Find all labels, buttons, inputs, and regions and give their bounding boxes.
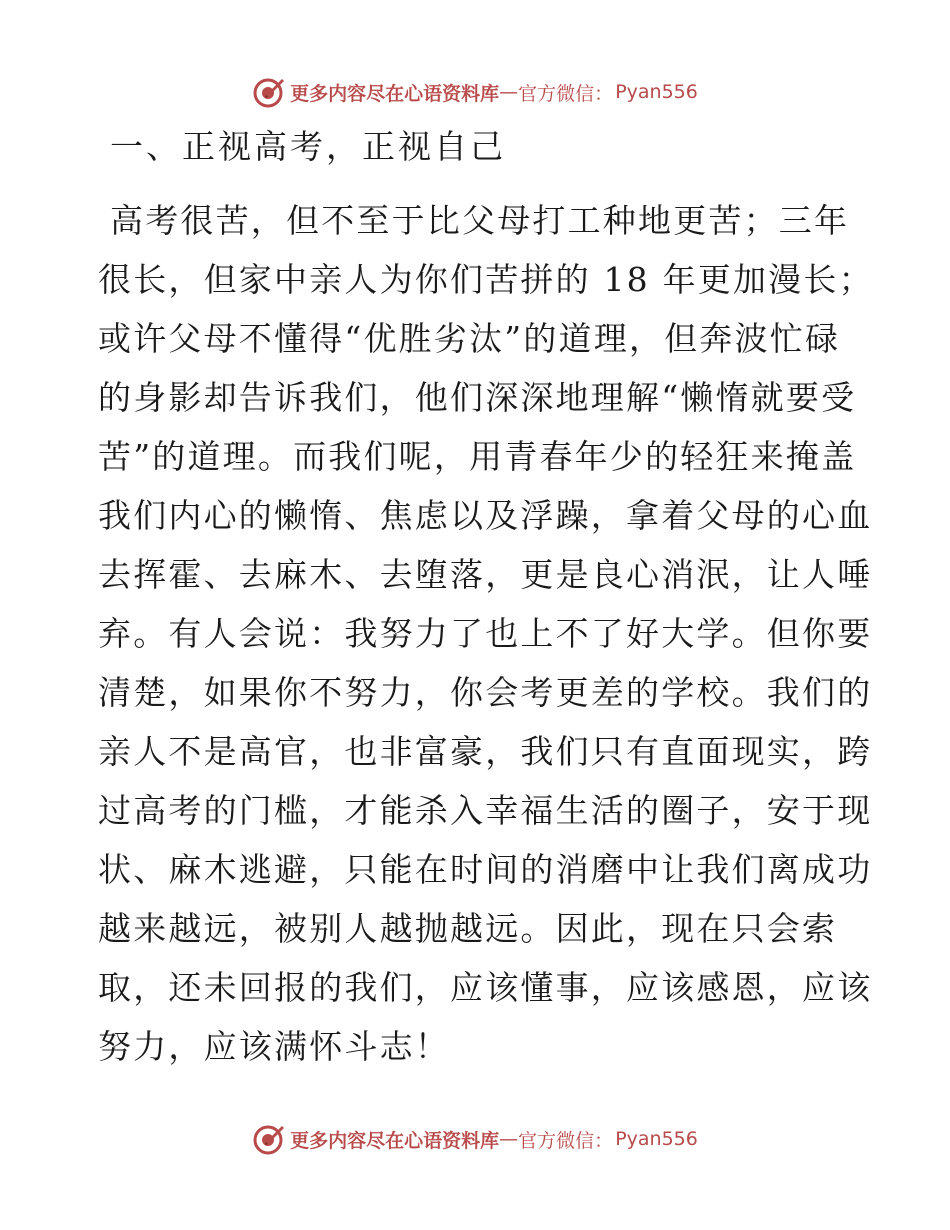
paragraph-line: 努力，应该满怀斗志！ [98,1027,450,1066]
paragraph-line: 弃。有人会说：我努力了也上不了好大学。但你要 [98,614,873,653]
paragraph-line: 越来越远，被别人越抛越远。因此，现在只会索 [98,909,838,948]
paragraph-line: 过高考的门槛，才能杀入幸福生活的圈子，安于现 [98,791,873,830]
paragraph-line: 取，还未回报的我们，应该懂事，应该感恩，应该 [98,968,873,1007]
pen-logo-icon [252,75,286,109]
paragraph-line: 亲人不是高官，也非富豪，我们只有直面现实，跨 [98,732,873,771]
footer-banner [0,1119,950,1159]
banner-dash: — [499,1128,519,1150]
paragraph-line: 苦”的道理。而我们呢，用青春年少的轻狂来掩盖 [98,437,857,476]
section-heading: 一、正视高考，正视自己 [110,127,506,166]
paragraph-line: 高考很苦，但不至于比父母打工种地更苦；三年 [110,201,850,240]
paragraph-line: 的身影却告诉我们，他们深深地理解“懒惰就要受 [98,378,857,417]
header-banner [0,72,950,112]
banner-wechat-label: 官方微信： [518,1129,614,1152]
paragraph-line: 清楚，如果你不努力，你会考更差的学校。我们的 [98,673,873,712]
banner-wechat-id: Pyan556 [615,81,698,103]
banner-wechat-label: 官方微信： [518,82,614,105]
banner-promo-text: 更多内容尽在心语资料库 [290,82,500,105]
banner-promo-text: 更多内容尽在心语资料库 [290,1129,500,1152]
body-paragraph [98,191,874,1076]
banner-dash: — [499,81,519,103]
paragraph-line: 去挥霍、去麻木、去堕落，更是良心消泯，让人唾 [98,555,873,594]
banner-wechat-id: Pyan556 [615,1128,698,1150]
paragraph-line: 或许父母不懂得“优胜劣汰”的道理，但奔波忙碌 [98,319,841,358]
paragraph-line: 状、麻木逃避，只能在时间的消磨中让我们离成功 [98,850,873,889]
paragraph-line: 我们内心的懒惰、焦虑以及浮躁，拿着父母的心血 [98,496,873,535]
paragraph-line: 很长，但家中亲人为你们苦拼的 18 年更加漫长； [98,260,874,299]
pen-logo-icon [252,1122,286,1156]
